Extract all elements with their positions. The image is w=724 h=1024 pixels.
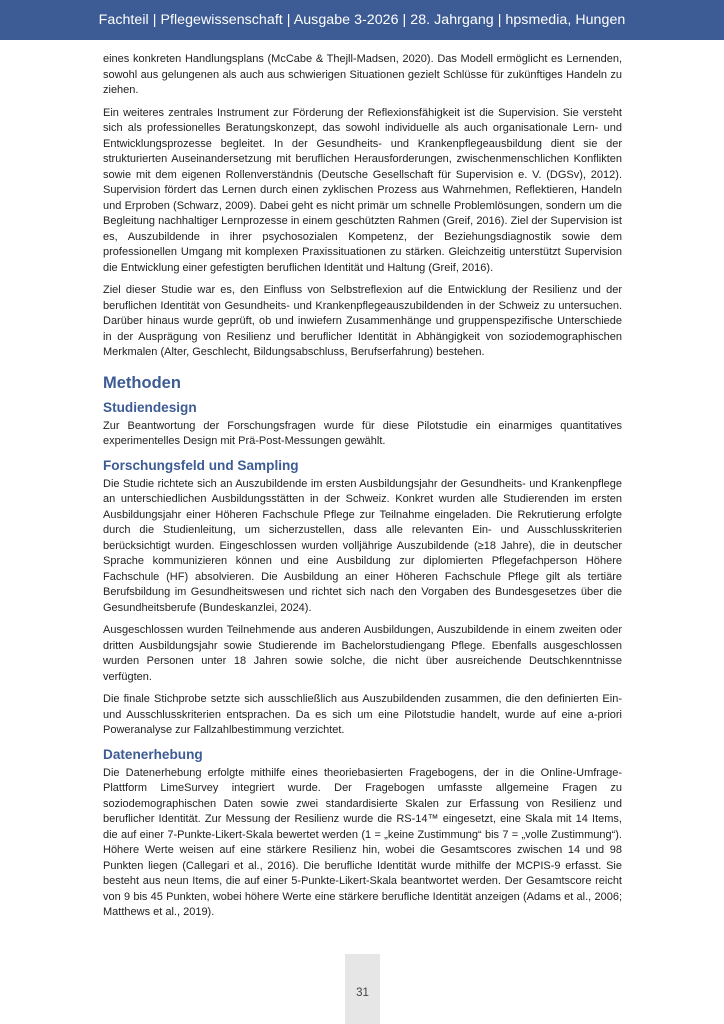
article-body <box>103 52 622 928</box>
subheading-study-design: Studiendesign <box>103 399 197 415</box>
paragraph-final-sample: Die finale Stichprobe setzte sich ausschließlich aus Auszubildenden zusammen, die den definierten Ein- und Ausschlusskriterien entsprachen. Da es sich um eine Pilotstudie handelt, wurde auf eine a-priori Poweranalyse zur Fallzahlbestimmung verzichtet. <box>103 693 622 736</box>
running-header <box>0 0 724 40</box>
running-title: Fachteil | Pflegewissenschaft | Ausgabe 3-2026 | 28. Jahrgang | hpsmedia, Hungen <box>98 12 626 28</box>
paragraph-inclusion: Die Studie richtete sich an Auszubildende im ersten Ausbildungsjahr der Gesundheits- und Krankenpflege an unterschiedlichen Ausbildungsstätten in der Schweiz. Konkret wurden alle Studierenden im ersten Ausbildungsjahr einer Höheren Fachschule Pflege zur Teilnahme eingeladen. Die Rekrutierung erfolgte durch die Studienleitung, um sicherzustellen, dass alle relevanten Ein- und Ausschlusskriterien berücksichtigt wurden. Eingeschlossen wurden volljährige Auszubildende (≥18 Jahre), die in deutscher Sprache kommunizieren können und eine Ausbildung zur diplomierten Pflegefachperson Höhere Fachschule (HF) absolvieren. Die Ausbildung an einer Höheren Fachschule Pflege gilt als tertiäre Berufsbildung im Gesundheitswesen und richtet sich nach den Vorgaben des Bundesgesetzes über die Gesundheitsberufe (Bundeskanzlei, 2024). <box>103 477 622 614</box>
paragraph-reflection-model: eines konkreten Handlungsplans (McCabe & Thejll-Madsen, 2020). Das Modell ermöglicht es Lernenden, sowohl aus gelungenen als auch aus schwierigen Situationen gezielt Schlüsse für zukünftiges Handeln zu ziehen. <box>103 53 622 96</box>
paragraph-supervision: Ein weiteres zentrales Instrument zur Förderung der Reflexionsfähigkeit ist die Supervision. Sie versteht sich als professionelles Beratungskonzept, das sowohl individuelle als auch organisationale Lern- und Entwicklungsprozesse begleitet. In der Gesundheits- und Krankenpflegeausbildung dient sie der strukturierten Auseinandersetzung mit beruflichen Herausforderungen, zwischenmenschlichen Konflikten sowie mit dem eigenen Rollenverständnis (Deutsche Gesellschaft für Supervision e. V. (DGSv), 2012). Supervision fördert das Lernen durch einen zyklischen Prozess aus Wahrnehmen, Reflektieren, Handeln und Erproben (Schwarz, 2009). Dabei geht es nicht primär um schnelle Problemlösungen, sondern um die Begleitung nachhaltiger Lernprozesse in einem geschützten Rahmen (Greif, 2016). Ziel der Supervision ist es, Auszubildende in ihrer psychosozialen Kompetenz, der Beziehungsdiagnostik sowie dem professionellen Umgang mit komplexen Praxissituationen zu stärken. Gleichzeitig unterstützt Supervision die Entwicklung einer gefestigten beruflichen Identität und Haltung (Greif, 2016). <box>103 106 622 274</box>
subheading-data-collection: Datenerhebung <box>103 746 203 762</box>
paragraph-exclusion: Ausgeschlossen wurden Teilnehmende aus anderen Ausbildungen, Auszubildende in einem zweiten oder dritten Ausbildungsjahr sowie Studierende im Bachelorstudiengang Pflege. Ebenfalls ausgeschlossen wurden Personen unter 18 Jahren sowie solche, die nicht über ausreichende Deutschkenntnisse verfügten. <box>103 624 622 683</box>
paragraph-study-design: Zur Beantwortung der Forschungsfragen wurde für diese Pilotstudie ein einarmiges quantitatives experimentelles Design mit Prä-Post-Messungen gewählt. <box>103 419 622 447</box>
section-heading-methods: Methoden <box>103 373 181 392</box>
page-number: 31 <box>356 987 369 999</box>
paragraph-study-aim: Ziel dieser Studie war es, den Einfluss von Selbstreflexion auf die Entwicklung der Resilienz und der beruflichen Identität von Gesundheits- und Krankenpflegeauszubildenden in der Schweiz zu untersuchen. Darüber hinaus wurde geprüft, ob und inwiefern Zusammenhänge und gruppenspezifische Unterschiede in der Ausprägung von Resilienz und beruflicher Identität in Abhängigkeit von soziodemographischen Merkmalen (Alter, Geschlecht, Bildungsabschluss, Berufserfahrung) bestehen. <box>103 284 622 358</box>
paragraph-data-collection: Die Datenerhebung erfolgte mithilfe eines theoriebasierten Fragebogens, der in die Online-Umfrage-Plattform LimeSurvey integriert wurde. Der Fragebogen umfasste allgemeine Fragen zu soziodemographischen Daten sowie zwei standardisierte Skalen zur Erfassung von Resilienz und beruflicher Identität. Zur Messung der Resilienz wurde die RS-14™ eingesetzt, eine Skala mit 14 Items, die auf einer 7-Punkte-Likert-Skala bewertet werden (1 = „keine Zustimmung“ bis 7 = „volle Zustimmung“). Höhere Werte weisen auf eine stärkere Resilienz hin, wobei die Gesamtscores zwischen 14 und 98 Punkten liegen (Callegari et al., 2016). Die berufliche Identität wurde mithilfe der MCPIS-9 erfasst. Sie besteht aus neun Items, die auf einer 5-Punkte-Likert-Skala beantwortet werden. Der Gesamtscore reicht von 9 bis 45 Punkten, wobei höhere Werte eine stärkere berufliche Identität anzeigen (Adams et al., 2006; Matthews et al., 2019). <box>103 766 622 918</box>
subheading-field-sampling: Forschungsfeld und Sampling <box>103 457 299 473</box>
